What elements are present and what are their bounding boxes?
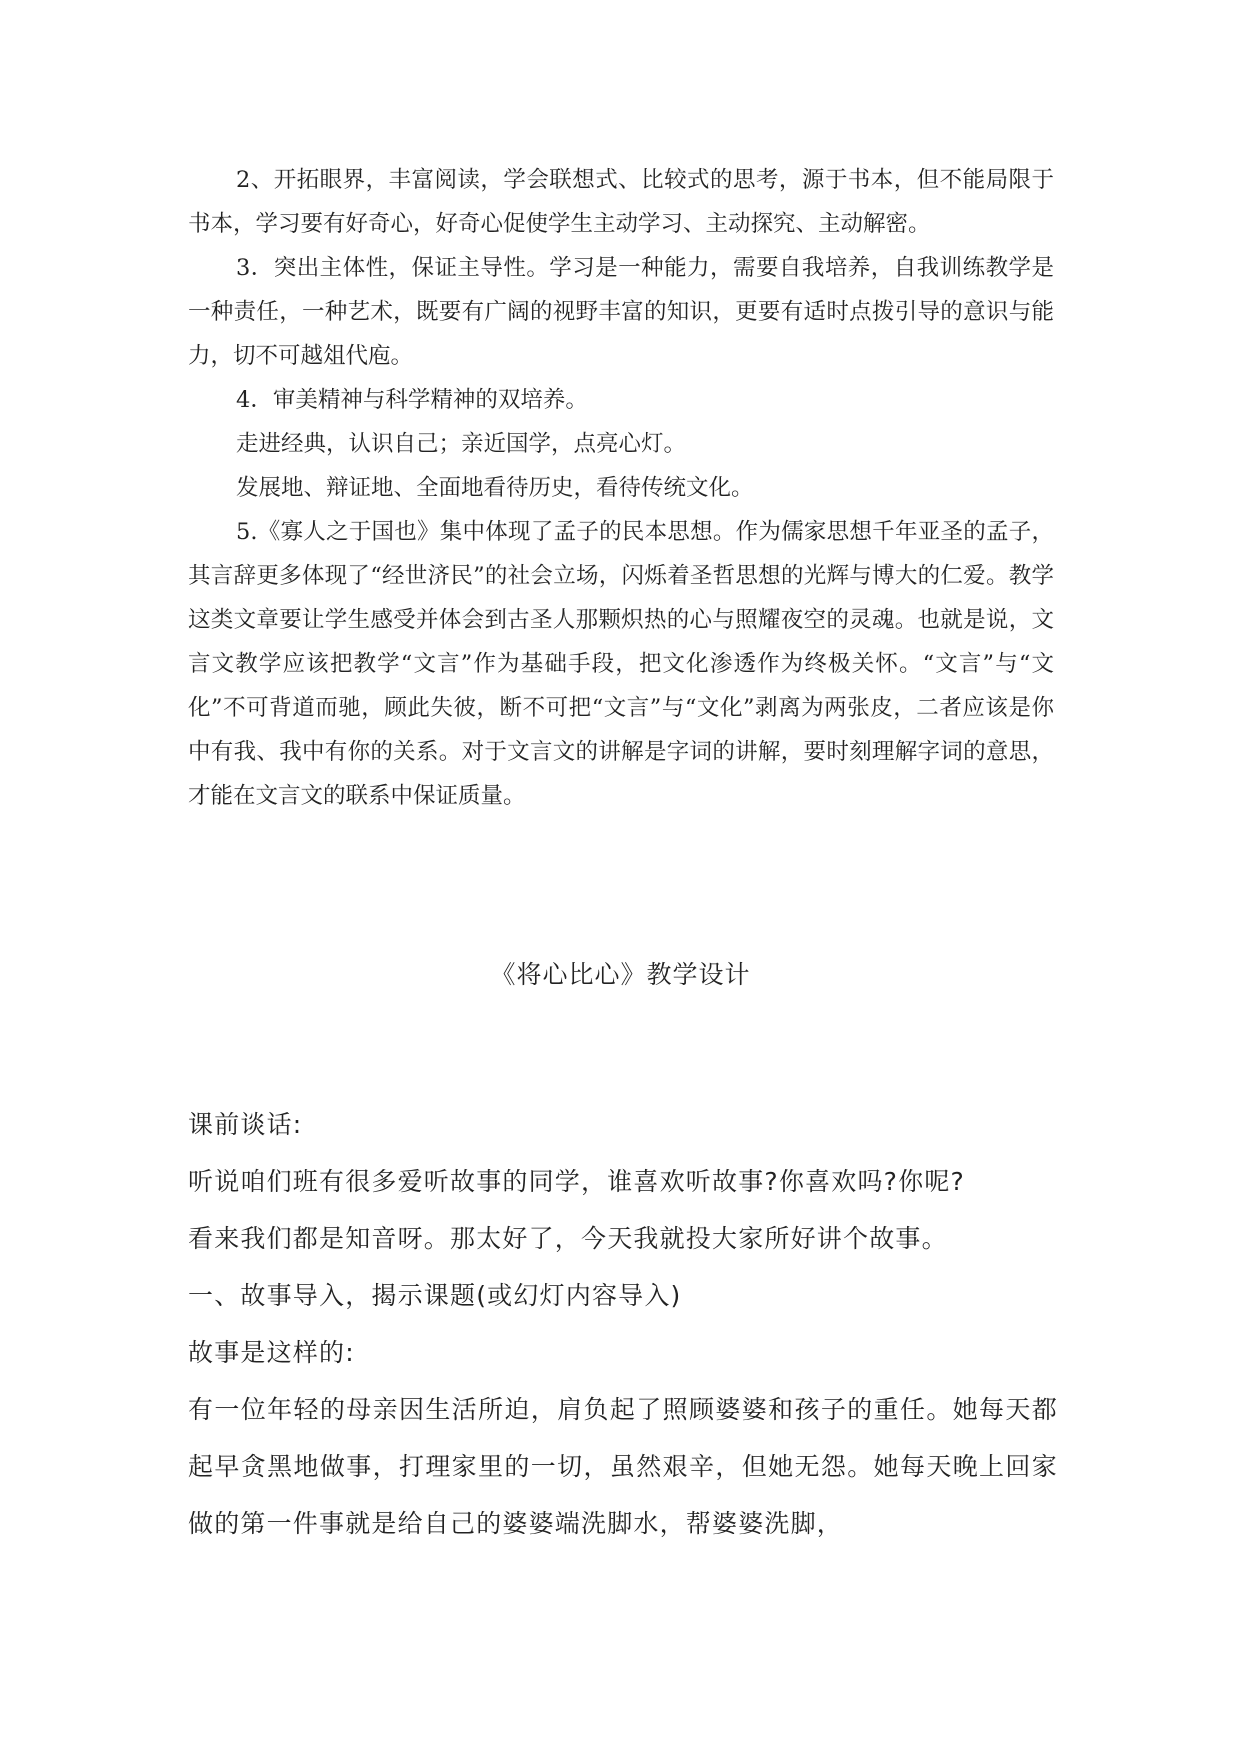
paragraph-item-3: 3．突出主体性，保证主导性。学习是一种能力，需要自我培养，自我训练教学是一种责任，一种艺术，既要有广阔的视野丰富的知识，更要有适时点拨引导的意识与能力，切不可越俎代庖。 xyxy=(188,255,1054,369)
paragraph-slogan: 走进经典，认识自己；亲近国学，点亮心灯。 xyxy=(236,431,687,457)
lesson-body xyxy=(188,1096,1058,1552)
paragraph-item-4: 4．审美精神与科学精神的双培养。 xyxy=(236,387,588,413)
body-line: 听说咱们班有很多爱听故事的同学，谁喜欢听故事?你喜欢吗?你呢? xyxy=(188,1167,966,1196)
paragraph-history: 发展地、辩证地、全面地看待历史，看待传统文化。 xyxy=(236,475,754,501)
body-line: 看来我们都是知音呀。那太好了，今天我就投大家所好讲个故事。 xyxy=(188,1224,948,1253)
paragraph-item-2: 2、开拓眼界，丰富阅读，学会联想式、比较式的思考，源于书本，但不能局限于书本，学习要有好奇心，好奇心促使学生主动学习、主动探究、主动解密。 xyxy=(188,167,1054,237)
paragraph-item-5: 5.《寡人之于国也》集中体现了孟子的民本思想。作为儒家思想千年亚圣的孟子，其言辞更多体现了“经世济民”的社会立场，闪烁着圣哲思想的光辉与博大的仁爱。教学这类文章要让学生感受并体会到古圣人那颗炽热的心与照耀夜空的灵魂。也就是说，文言文教学应该把教学“文言”作为基础手段，把文化渗透作为终极关怀。“文言”与“文化”不可背道而驰，顾此失彼，断不可把“文言”与“文化”剥离为两张皮，二者应该是你中有我、我中有你的关系。对于文言文的讲解是字词的讲解，要时刻理解字词的意思，才能在文言文的联系中保证质量。 xyxy=(188,519,1054,809)
lesson-title: 《将心比心》教学设计 xyxy=(490,960,751,989)
story-paragraph: 有一位年轻的母亲因生活所迫，肩负起了照顾婆婆和孩子的重任。她每天都起早贪黑地做事，打理家里的一切，虽然艰辛，但她无怨。她每天晚上回家做的第一件事就是给自己的婆婆端洗脚水，帮婆婆洗脚， xyxy=(188,1395,1058,1538)
step-one-heading: 一、故事导入，揭示课题(或幻灯内容导入) xyxy=(188,1281,682,1310)
essay-section xyxy=(188,158,1054,818)
pre-class-talk-heading: 课前谈话: xyxy=(188,1110,303,1139)
body-line: 故事是这样的: xyxy=(188,1338,355,1367)
